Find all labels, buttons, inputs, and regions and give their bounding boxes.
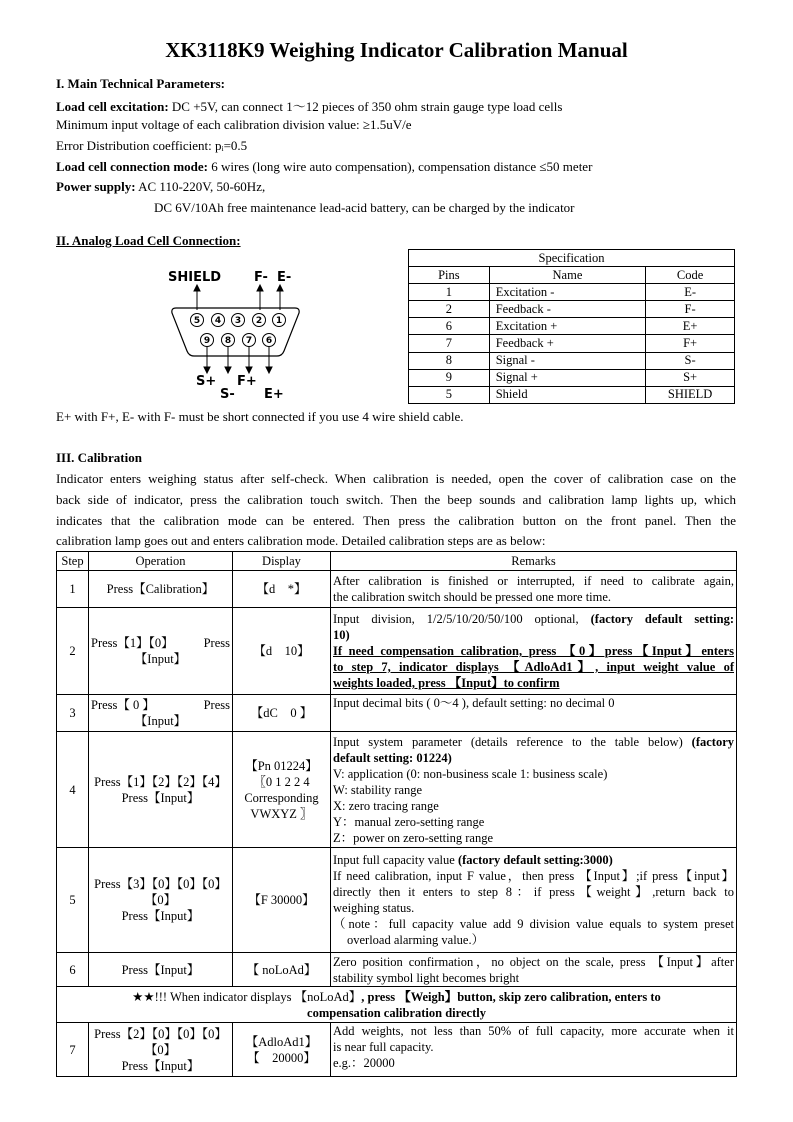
remarks-cell [331,732,737,848]
spec-header: Specification [409,250,735,267]
display-line: Corresponding [244,790,319,805]
section2-heading: II. Analog Load Cell Connection: [56,233,241,248]
display-cell: 【dC 0 】 [233,695,331,732]
remarks-cell [331,608,737,695]
label-e-plus: E+ [264,387,284,402]
calibration-steps-table [56,551,737,1077]
notice-text: ★★!!! When indicator displays 【noLoAd】 [132,989,362,1004]
remark-line: Y：manual zero-setting range [333,814,485,829]
remark-line [333,734,734,750]
pin-spec-table [408,249,735,404]
op-keys: Press【 0 】 [91,698,155,712]
notice-bold: , press 【Weigh】button, skip zero calibration, enters to [361,989,661,1004]
remark-line: overload alarming value.） [347,933,485,947]
col-name: Name [489,267,646,284]
pin-8: 8 [224,336,232,346]
remark-line: Z：power on zero-setting range [333,830,494,845]
col-operation: Operation [89,552,233,571]
remarks-cell [331,571,737,608]
table-row [409,369,735,386]
table-row [57,1023,737,1077]
step-number: 5 [57,848,89,953]
pin-cell: 2 [409,301,490,318]
step-number: 2 [57,608,89,695]
name-cell: Signal + [489,369,646,386]
display-line: 【 20000】 [247,1050,316,1065]
label-f-minus: F- [254,270,268,285]
operation-cell: Press【Calibration】 [89,571,233,608]
op-keys: Press【3】【0】【0】【0】 [94,877,227,891]
pin-2: 2 [255,316,263,326]
operation-cell [89,848,233,953]
skip-zero-notice [57,987,737,1023]
remark-line [333,611,734,627]
remark-line: Zero position confirmation，no object on the scale, press 【Input】after [333,954,734,969]
step-number: 1 [57,571,89,608]
remark-line: V: application (0: non-business scale 1: business scale) [333,766,608,781]
remark-text: Input division, 1/2/5/10/20/50/100 optional, [333,612,591,626]
code-cell: E+ [646,318,735,335]
display-cell [233,732,331,848]
name-cell: Feedback - [489,301,646,318]
code-cell: SHIELD [646,386,735,403]
remark-line: is near full capacity. [333,1040,434,1054]
table-row [409,284,735,301]
remark-line: directly then it enters to step 8：if press【weight】,return back to [333,885,734,899]
pin-1: 1 [275,316,283,326]
name-cell: Excitation + [489,318,646,335]
remark-bold: (factory [691,734,734,749]
code-cell: E- [646,284,735,301]
col-code: Code [646,267,735,284]
name-cell: Feedback + [489,335,646,352]
remark-line: e.g.：20000 [333,1056,395,1070]
table-row [409,352,735,369]
pin-cell: 8 [409,352,490,369]
pin-cell: 6 [409,318,490,335]
op-input: Press【Input】 [121,909,200,923]
notice-line-2: compensation calibration directly [307,1005,486,1020]
operation-cell: Press【Input】 [89,953,233,987]
pin-4: 4 [214,316,222,326]
display-line: 〖0 1 2 2 4 [253,774,310,789]
intro-line-1: Indicator enters weighing status after self-check. When calibration is needed, open the cover of calibration case on the [56,471,736,486]
pin-5: 5 [193,316,201,326]
step-number: 3 [57,695,89,732]
code-cell: S+ [646,369,735,386]
table-row [57,608,737,695]
remark-line: weights loaded, press 【Input】to confirm [333,676,560,690]
remark-line: If need calibration, input F value，then press 【Input】;if press【input】 [333,869,734,883]
op-input: Press【Input】 [121,1058,200,1073]
db9-connector-diagram [160,262,310,402]
op-keys: Press【1】【2】【2】【4】 [94,774,227,789]
display-cell: 【F 30000】 [233,848,331,953]
table-row [57,571,737,608]
remark-text: Input system parameter (details reference to the table below) [333,734,692,749]
connection-label: Load cell connection mode: [56,159,209,174]
pin-6: 6 [265,336,273,346]
display-cell [233,1023,331,1077]
display-line: 【AdloAd1】 [245,1034,318,1049]
op-press: Press [203,698,230,712]
col-display: Display [233,552,331,571]
label-e-minus: E- [277,270,292,285]
pin-cell: 7 [409,335,490,352]
section3-heading: III. Calibration [56,450,142,465]
remark-bold: (factory default setting: [590,612,734,626]
excitation-text: DC +5V, can connect 1～12 pieces of 350 ohm strain gauge type load cells [168,99,563,114]
table-row [409,301,735,318]
power-text: AC 110-220V, 50-60Hz, [135,179,266,194]
col-step: Step [57,552,89,571]
power-label: Power supply: [56,179,136,194]
table-row [409,386,735,403]
remark-line: default setting: 01224) [333,750,452,765]
connection-text: 6 wires (long wire auto compensation), compensation distance ≤50 meter [208,159,593,174]
remarks-cell [331,848,737,953]
operation-cell [89,1023,233,1077]
min-input-line: Minimum input voltage of each calibration division value: ≥1.5uV/e [56,117,412,132]
code-cell: S- [646,352,735,369]
table-row [57,732,737,848]
power-line-2: DC 6V/10Ah free maintenance lead-acid battery, can be charged by the indicator [154,200,575,215]
table-row [57,695,737,732]
op-keys-2: 【0】 [144,1042,177,1057]
col-remarks: Remarks [331,552,737,571]
remark-line: the calibration switch should be pressed one more time. [333,590,612,604]
op-input: Press【Input】 [121,790,200,805]
remark-line: weighing status. [333,901,415,915]
step-number: 6 [57,953,89,987]
op-keys: Press【2】【0】【0】【0】 [94,1026,227,1041]
excitation-label: Load cell excitation: [56,99,169,114]
section1-heading: I. Main Technical Parameters: [56,76,225,91]
table-row [409,335,735,352]
remark-bold: (factory default setting:3000) [457,853,613,867]
pin-cell: 5 [409,386,490,403]
remark-line [333,852,734,868]
pin-cell: 1 [409,284,490,301]
op-keys-2: 【0】 [144,893,177,907]
remark-text: Input full capacity value [333,853,458,867]
step-number: 4 [57,732,89,848]
remark-line: W: stability range [333,782,423,797]
label-s-minus: S- [220,387,235,402]
label-s-plus: S+ [196,374,217,389]
pin-7: 7 [245,336,253,346]
wiring-note: E+ with F+, E- with F- must be short connected if you use 4 wire shield cable. [56,409,464,424]
power-line [56,179,265,195]
operation-cell [89,732,233,848]
error-dist-line: Error Distribution coefficient: pᵢ=0.5 [56,138,248,153]
pin-cell: 9 [409,369,490,386]
table-row [57,848,737,953]
operation-cell [89,695,233,732]
op-press: Press [203,636,230,650]
code-cell: F+ [646,335,735,352]
display-cell: 【d 10】 [233,608,331,695]
pin-3: 3 [234,316,242,326]
remark-line: （note：full capacity value add 9 division value equals to system preset [333,917,734,931]
intro-line-2: back side of indicator, press the calibration touch switch. Then the beep sounds and calibration lamp lights up, which [56,492,736,507]
excitation-line [56,96,562,115]
table-row [409,318,735,335]
remark-line: If need compensation calibration, press 【0】press【Input】enters [333,644,734,658]
op-input: 【Input】 [134,652,187,666]
op-keys: Press【1】【0】 [91,636,174,650]
pin-9: 9 [203,336,211,346]
page-title: XK3118K9 Weighing Indicator Calibration Manual [165,38,628,62]
remark-line: After calibration is finished or interrupted, if need to calibrate again, [333,574,734,588]
remark-line: Add weights, not less than 50% of full capacity, more accurate when it [333,1024,734,1038]
intro-line-3: indicates that the calibration mode can be entered. Then press the calibration button on the front panel. Then the [56,513,736,528]
label-f-plus: F+ [237,374,257,389]
op-input: 【Input】 [134,714,187,728]
remarks-cell [331,1023,737,1077]
name-cell: Shield [489,386,646,403]
step-number: 7 [57,1023,89,1077]
display-cell: 【d *】 [233,571,331,608]
remarks-cell [331,953,737,987]
display-line: VWXYZ 〗 [250,806,313,821]
remark-line: stability symbol light becomes bright [333,970,520,985]
label-shield: SHIELD [168,270,222,285]
col-pins: Pins [409,267,490,284]
intro-line-4: calibration lamp goes out and enters calibration mode. Detailed calibration steps are as below: [56,533,546,548]
table-row [57,953,737,987]
table-row [57,987,737,1023]
operation-cell [89,608,233,695]
display-line: 【Pn 01224】 [245,758,318,773]
connection-line [56,159,592,175]
remarks-cell: Input decimal bits ( 0～4 ), default setting: no decimal 0 [331,695,737,732]
display-cell: 【 noLoAd】 [233,953,331,987]
remark-line: to step 7, indicator displays 【AdloAd1】, input weight value of [333,660,734,674]
name-cell: Signal - [489,352,646,369]
remark-line: 10) [333,628,350,642]
code-cell: F- [646,301,735,318]
name-cell: Excitation - [489,284,646,301]
remark-line: X: zero tracing range [333,798,439,813]
